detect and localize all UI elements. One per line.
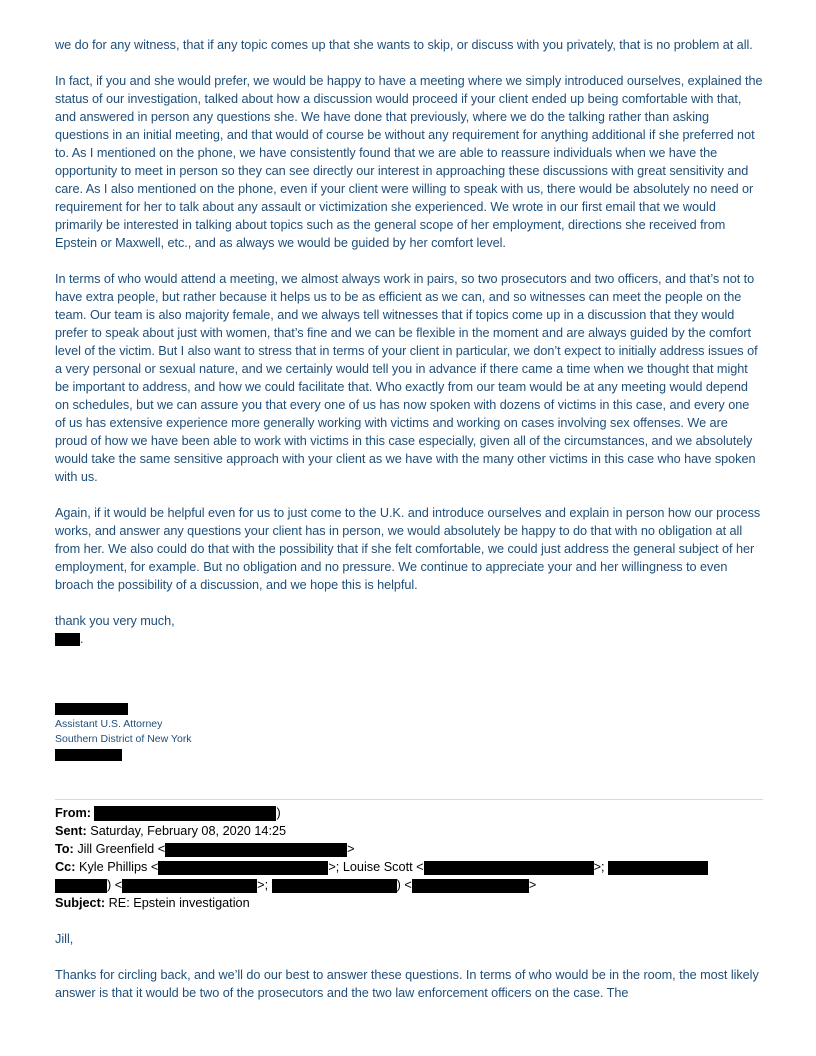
greeting: Jill, xyxy=(55,932,74,946)
reply-paragraph: Thanks for circling back, and we’ll do our best to answer these questions. In terms of who would be in the room, the most likely answer is that it would be two of the prosecutors and the two law enforcement officers on the case. The xyxy=(55,968,759,1000)
redaction-box xyxy=(55,749,122,761)
redaction-box xyxy=(412,879,529,893)
from-label: From: xyxy=(55,806,91,820)
cc-name: Kyle Phillips xyxy=(78,860,148,874)
redaction-box xyxy=(55,633,80,646)
signature-block xyxy=(55,703,192,761)
cc-line: Cc: Kyle Phillips < >; Louise Scott < >; xyxy=(55,858,763,876)
redaction-box xyxy=(608,861,708,875)
cc-line-continued: ) < >; ) < > xyxy=(55,876,763,894)
redaction-box xyxy=(122,879,257,893)
sent-line xyxy=(55,822,763,840)
subject-line xyxy=(55,894,763,912)
closing-line: thank you very much, xyxy=(55,614,175,628)
cc-label: Cc: xyxy=(55,860,76,874)
email-header xyxy=(55,799,763,1002)
redaction-box xyxy=(272,879,397,893)
body-paragraph: Again, if it would be helpful even for us to just come to the U.K. and introduce ourselves and explain in person how our process works, and answer any questions your client has in person, we would absolutely be happy to do that with no obligation at all from her. We also could do that with the possibility that if she felt comfortable, we could just address the general subject of her employment, for example. But no obligation and no pressure. We continue to appreciate your and her willingness to even broach the possibility of a discussion, and we hope this is helpful. xyxy=(55,506,761,592)
body-paragraph: In terms of who would attend a meeting, we almost always work in pairs, so two prosecutors and two officers, and that’s not to have extra people, but rather because it helps us to be as efficient as we can, and so witnesses can meet the people on the team. Our team is also majority female, and we always tell witnesses that if topics come up in a discussion that they would prefer to speak about just with women, that’s fine and we can be flexible in the moment and are always guided by the comfort level of the victim. But I also want to stress that in terms of your client in particular, we don’t expect to initially address issues of a very personal or sexual nature, and we certainly would tell you in advance if there came a time when we thought that might be important to address, and how we could facilitate that. Who exactly from our team would be at any meeting would depend on schedules, but we can assure you that every one of us has now spoken with dozens of victims in this case, and every one of us has extensive experience more generally working with victims and working on cases involving sex offenses. We are proud of how we have been able to work with victims in this case especially, given all of the circumstances, and we absolutely would take the same sensitive approach with your client as we have with the many other victims in this case who have spoken with us. xyxy=(55,272,758,484)
sent-value: Saturday, February 08, 2020 14:25 xyxy=(90,824,287,838)
subject-label: Subject: xyxy=(55,896,106,910)
redaction-box xyxy=(158,861,328,875)
signature-office: Southern District of New York xyxy=(55,733,192,745)
to-label: To: xyxy=(55,842,74,856)
from-line: From: ) xyxy=(55,806,281,820)
sent-label: Sent: xyxy=(55,824,87,838)
signer-initials: . xyxy=(55,630,763,648)
email-body xyxy=(55,36,763,648)
redaction-box xyxy=(94,806,276,821)
body-paragraph: we do for any witness, that if any topic comes up that she wants to skip, or discuss with you privately, that is no problem at all. xyxy=(55,38,753,52)
to-name: Jill Greenfield xyxy=(77,842,155,856)
body-paragraph: In fact, if you and she would prefer, we would be happy to have a meeting where we simply introduced ourselves, explained the status of our investigation, talked about how a discussion would proceed if your client ended up being comfortable with that, and answered in person any questions she. We have done that previously, where we do the talking rather than asking questions in an initial meeting, and that would of course be without any requirement for anything additional if she preferred not to. As I mentioned on the phone, we have consistently found that we are able to reassure individuals when we have the opportunity to meet in person so they can see directly our interest in approaching these discussions with great sensitivity and care. As I also mentioned on the phone, even if your client were willing to speak with us, there would be absolutely no need or requirement for her to talk about any assault or victimization she experienced. We wrote in our first email that we would primarily be interested in talking about topics such as the general scope of her employment, directions she received from Epstein or Maxwell, etc., and as always we would be guided by her comfort level. xyxy=(55,74,763,250)
to-line: To: Jill Greenfield < > xyxy=(55,842,355,856)
redaction-box xyxy=(165,843,347,857)
redaction-box xyxy=(424,861,594,875)
signature-title: Assistant U.S. Attorney xyxy=(55,718,163,730)
redaction-box xyxy=(55,879,107,893)
cc-name: Louise Scott xyxy=(342,860,413,874)
subject-value: RE: Epstein investigation xyxy=(108,896,250,910)
redaction-box xyxy=(55,703,128,715)
